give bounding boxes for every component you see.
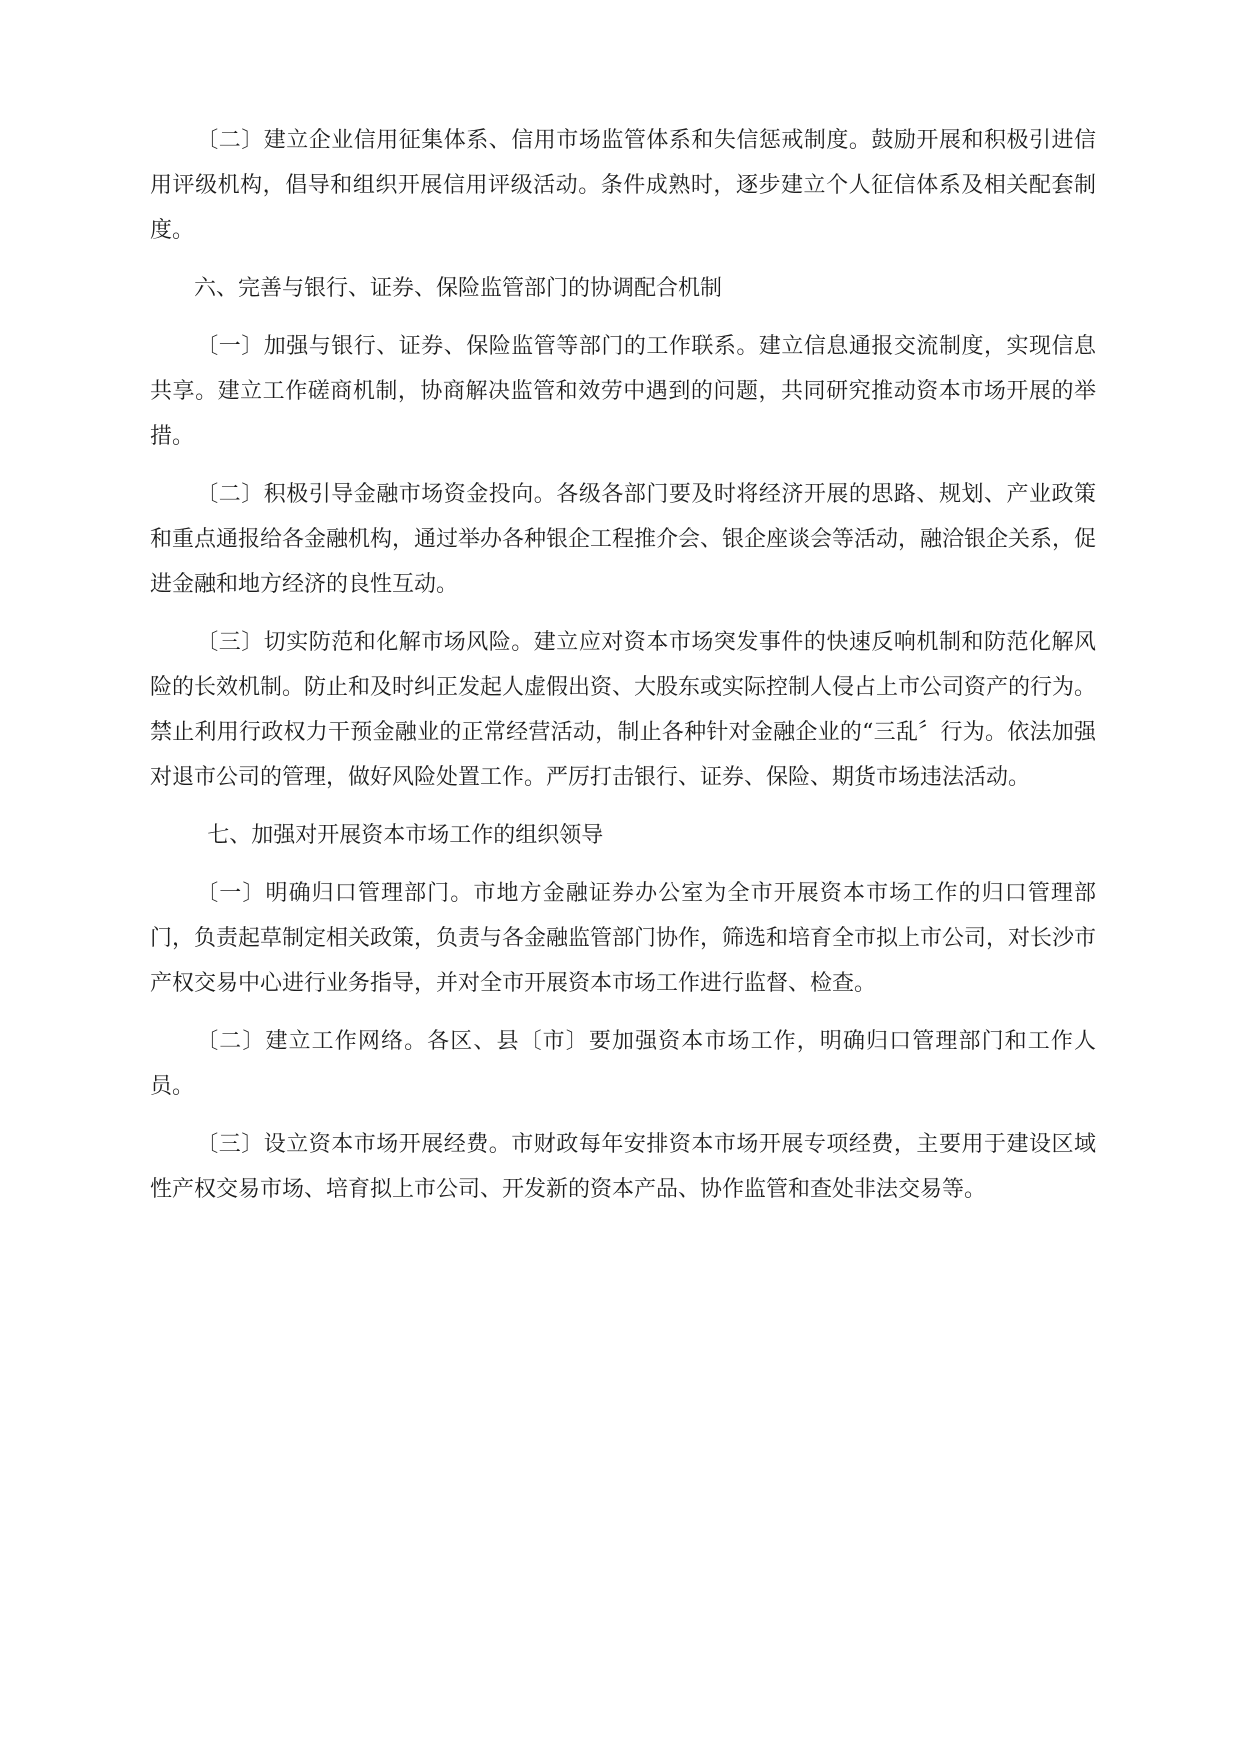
section-heading-seven: 七、加强对开展资本市场工作的组织领导: [207, 823, 604, 848]
paragraph-funding: 〔三〕设立资本市场开展经费。市财政每年安排资本市场开展专项经费，主要用于建设区域性产权交易市场、培育拟上市公司、开发新的资本产品、协作监管和查处非法交易等。: [150, 1132, 1096, 1202]
paragraph-management-department: 〔一〕明确归口管理部门。市地方金融证券办公室为全市开展资本市场工作的归口管理部门，负责起草制定相关政策，负责与各金融监管部门协作，筛选和培育全市拟上市公司，对长沙市产权交易中心进行业务指导，并对全市开展资本市场工作进行监督、检查。: [150, 881, 1097, 996]
section-heading-six: 六、完善与银行、证券、保险监管部门的协调配合机制: [194, 276, 723, 301]
paragraph-risk-prevention: 〔三〕切实防范和化解市场风险。建立应对资本市场突发事件的快速反响机制和防范化解风险的长效机制。防止和及时纠正发起人虚假出资、大股东或实际控制人侵占上市公司资产的行为。禁止利用行政权力干预金融业的正常经营活动，制止各种针对金融企业的“三乱〞行为。依法加强对退市公司的管理，做好风险处置工作。严厉打击银行、证券、保险、期货市场违法活动。: [150, 630, 1097, 790]
paragraph-regulator-liaison: 〔一〕加强与银行、证券、保险监管等部门的工作联系。建立信息通报交流制度，实现信息共享。建立工作磋商机制，协商解决监管和效劳中遇到的问题，共同研究推动资本市场开展的举措。: [150, 334, 1096, 449]
document-body: [150, 118, 1096, 1225]
paragraph-fund-guidance: 〔二〕积极引导金融市场资金投向。各级各部门要及时将经济开展的思路、规划、产业政策和重点通报给各金融机构，通过举办各种银企工程推介会、银企座谈会等活动，融洽银企关系，促进金融和地方经济的良性互动。: [150, 482, 1097, 597]
paragraph-work-network: 〔二〕建立工作网络。各区、县〔市〕要加强资本市场工作，明确归口管理部门和工作人员。: [150, 1029, 1096, 1099]
paragraph-credit-system: 〔二〕建立企业信用征集体系、信用市场监管体系和失信惩戒制度。鼓励开展和积极引进信用评级机构，倡导和组织开展信用评级活动。条件成熟时，逐步建立个人征信体系及相关配套制度。: [150, 128, 1096, 243]
